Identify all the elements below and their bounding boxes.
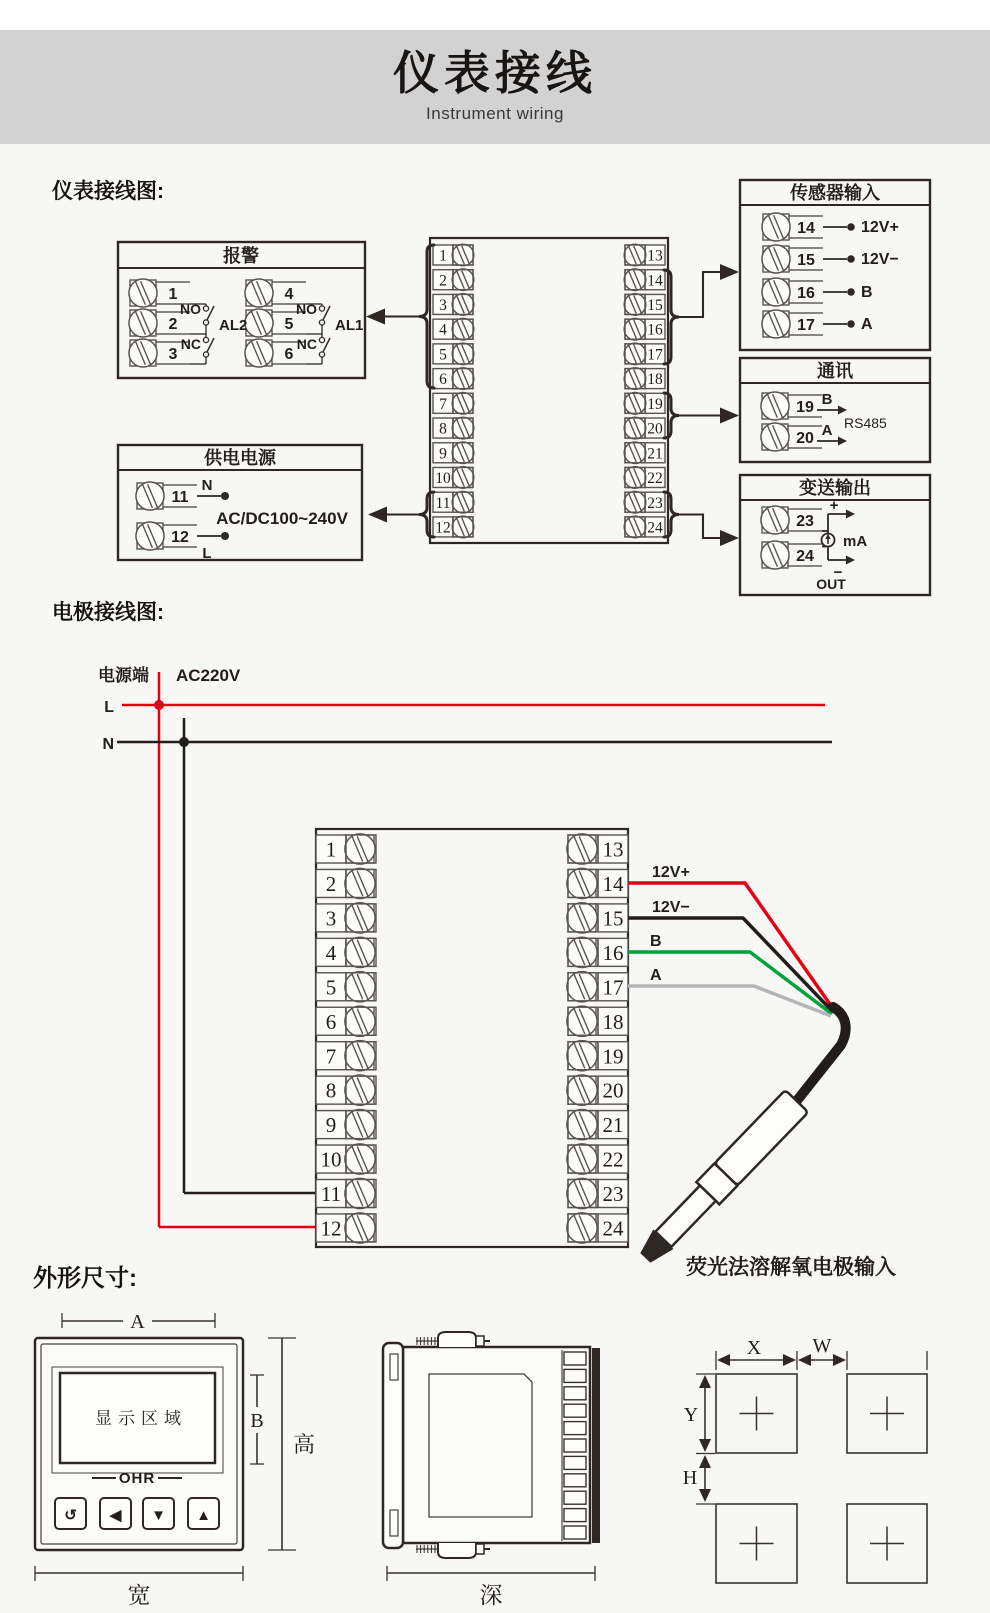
terminal-row (316, 903, 376, 933)
arrowhead-icon (720, 264, 739, 280)
cutout-crosshairs (740, 1397, 905, 1561)
rear-terminal (564, 1404, 586, 1417)
rear-terminal (564, 1456, 586, 1469)
terminal-screw-icon (345, 1075, 375, 1105)
page-subtitle: Instrument wiring (426, 104, 564, 123)
terminal-screw-icon (345, 834, 375, 864)
voltage-range-label: AC/DC100~240V (216, 509, 348, 528)
terminal-number: 21 (647, 445, 663, 463)
terminal-screw-icon (345, 1006, 375, 1036)
terminal-number: 4 (325, 940, 337, 965)
terminal-screw-icon (624, 442, 646, 464)
terminal-number: 15 (602, 906, 624, 931)
dissolved-oxygen-probe (634, 1007, 896, 1279)
terminal-number: 7 (439, 395, 447, 413)
group-brace (419, 245, 434, 388)
rear-terminal (564, 1474, 586, 1487)
terminal-screw-icon (136, 522, 164, 550)
terminal-number: 20 (647, 420, 663, 438)
terminal-screw-icon (452, 294, 474, 316)
terminal-screw-icon (761, 506, 789, 534)
power-box-title: 供电电源 (204, 448, 276, 468)
terminal-row (567, 1041, 628, 1071)
mounting-clamp-top (416, 1332, 490, 1347)
wire-label: A (650, 967, 662, 984)
protocol-label: RS485 (844, 415, 887, 431)
terminal-row (316, 1144, 376, 1174)
terminal-number: 5 (439, 346, 447, 364)
junction-dot (154, 700, 164, 710)
dim-y-label: Y (683, 1404, 699, 1426)
arrowhead-icon (838, 437, 847, 446)
terminal-number: 2 (439, 272, 447, 290)
terminal-screw-icon (567, 1144, 597, 1174)
output-plus-label: + (829, 497, 839, 514)
section-heading-dimensions: 外形尺寸: (33, 1265, 137, 1292)
connector-arrows (366, 264, 739, 546)
arrowhead-icon (368, 507, 387, 523)
terminal-number: 1 (168, 286, 178, 303)
terminal-row (316, 937, 376, 967)
terminal-screw-icon (567, 868, 597, 898)
terminal-number: 16 (647, 321, 663, 339)
rear-terminal (564, 1369, 586, 1382)
terminal-screw-icon (345, 1178, 375, 1208)
terminal-row (567, 1178, 628, 1208)
rs485-a-label: A (821, 422, 833, 439)
arrowhead-icon (699, 1455, 711, 1468)
arrowhead-icon (699, 1375, 711, 1388)
terminal-row (567, 937, 628, 967)
dim-height-label: 高 (293, 1432, 316, 1457)
arrowhead-icon (699, 1489, 711, 1502)
terminal-row (624, 442, 665, 464)
wire-label: 12V− (652, 899, 690, 916)
connector-wire (679, 272, 723, 317)
terminal-number: 3 (439, 297, 447, 315)
terminal-number: 17 (602, 975, 624, 1000)
sensor-box-title: 传感器输入 (790, 183, 880, 203)
terminal-screw-icon (452, 417, 474, 439)
terminal-screw-icon (762, 213, 790, 241)
sensor-signal-label: 12V− (861, 251, 899, 268)
terminal-row (316, 1109, 376, 1139)
terminal-screw-icon (762, 310, 790, 338)
terminal-screw-icon (452, 442, 474, 464)
terminal-number: 15 (647, 297, 663, 315)
terminal-number: 7 (325, 1044, 337, 1069)
terminal-number: 22 (647, 470, 663, 488)
terminal-screw-icon (624, 368, 646, 390)
terminal-screw-icon (567, 1178, 597, 1208)
arrowhead-icon (366, 309, 385, 325)
panel-cutout-view (683, 1335, 927, 1583)
terminal-number: 11 (171, 489, 189, 506)
terminal-number: 10 (320, 1147, 342, 1172)
arrowhead-icon (720, 530, 739, 546)
terminal-screw-icon (761, 541, 789, 569)
terminal-screw-icon (452, 343, 474, 365)
terminal-row (433, 368, 474, 390)
terminal-row (567, 1006, 628, 1036)
terminal-number: 12 (171, 529, 189, 546)
terminal-row (433, 442, 474, 464)
terminal-row (316, 1041, 376, 1071)
terminal-screw-icon (624, 343, 646, 365)
section-heading-electrode: 电极接线图: (52, 601, 164, 624)
junction-dot (179, 737, 189, 747)
terminal-row (567, 834, 628, 864)
terminal-number: 17 (797, 317, 815, 334)
sensor-signal-label: B (861, 284, 873, 301)
terminal-number: 2 (168, 316, 178, 333)
terminal-screw-icon (567, 937, 597, 967)
no-contact-label: NO (296, 301, 317, 317)
terminal-row (316, 1006, 376, 1036)
section-heading-wiring: 仪表接线图: (52, 180, 164, 203)
upper-terminal-block (430, 238, 668, 543)
terminal-row (624, 343, 665, 365)
terminal-number: 9 (439, 445, 447, 463)
arrowhead-icon (783, 1354, 796, 1366)
terminal-row (433, 393, 474, 415)
terminal-screw-icon (245, 309, 273, 337)
terminal-row (624, 269, 665, 291)
terminal-number: 22 (602, 1147, 624, 1172)
terminal-row (316, 1075, 376, 1105)
arrowhead-icon (720, 408, 739, 424)
terminal-number: 13 (647, 247, 663, 265)
rear-terminal (564, 1422, 586, 1435)
terminal-row (567, 1144, 628, 1174)
group-brace (664, 492, 679, 537)
terminal-row (433, 269, 474, 291)
terminal-screw-icon (624, 294, 646, 316)
arrowhead-icon (846, 510, 855, 519)
output-box-title: 变送输出 (799, 478, 871, 498)
terminal-screw-icon (624, 393, 646, 415)
terminal-row (567, 868, 628, 898)
terminal-screw-icon (245, 279, 273, 307)
terminal-screw-icon (345, 937, 375, 967)
terminal-screw-icon (345, 868, 375, 898)
terminal-row (624, 393, 665, 415)
left-arrow-icon: ◀ (109, 1507, 122, 1524)
terminal-number: 23 (647, 494, 663, 512)
terminal-screw-icon (345, 903, 375, 933)
lower-terminal-block (316, 829, 628, 1247)
terminal-number: 18 (602, 1009, 624, 1034)
connector-wire (679, 515, 723, 539)
terminal-screw-icon (452, 269, 474, 291)
output-minus-label: − (833, 564, 843, 581)
terminal-number: 5 (284, 316, 294, 333)
terminal-row (624, 516, 665, 538)
front-view (35, 1311, 315, 1608)
terminal-screw-icon (452, 244, 474, 266)
supply-terminal-label: 电源端 (98, 666, 149, 685)
live-line-label: L (104, 699, 114, 716)
terminal-screw-icon (624, 318, 646, 340)
dim-width-label: 宽 (127, 1582, 151, 1608)
terminal-screw-icon (567, 1213, 597, 1243)
sensor-signal-label: 12V+ (861, 219, 899, 236)
terminal-screw-icon (136, 482, 164, 510)
alarm-box (118, 242, 365, 378)
terminal-screw-icon (129, 339, 157, 367)
terminal-row (624, 467, 665, 489)
output-out-label: OUT (816, 576, 846, 592)
terminal-number: 17 (647, 346, 663, 364)
alarm-relay-label: AL1 (335, 317, 364, 334)
rs485-b-label: B (821, 391, 833, 408)
arrowhead-icon (798, 1354, 811, 1366)
alarm-relay-label: AL2 (219, 317, 248, 334)
terminal-row (433, 467, 474, 489)
terminal-row (316, 1213, 376, 1243)
up-arrow-icon: ▲ (196, 1507, 211, 1524)
terminal-screw-icon (345, 972, 375, 1002)
terminal-number: 6 (325, 1009, 337, 1034)
terminal-row (316, 972, 376, 1002)
terminal-number: 13 (602, 837, 624, 862)
terminal-number: 19 (602, 1044, 624, 1069)
terminal-screw-icon (345, 1144, 375, 1174)
terminal-row (567, 1109, 628, 1139)
terminal-screw-icon (129, 279, 157, 307)
terminal-screw-icon (567, 903, 597, 933)
terminal-row (624, 244, 665, 266)
terminal-screw-icon (624, 244, 646, 266)
terminal-row (316, 834, 376, 864)
terminal-row (567, 1075, 628, 1105)
dim-w-label: W (812, 1335, 832, 1357)
terminal-screw-icon (452, 368, 474, 390)
terminal-number: 23 (796, 513, 814, 530)
terminal-number: 8 (439, 420, 447, 438)
terminal-number: 19 (647, 395, 663, 413)
arrowhead-icon (846, 556, 855, 565)
terminal-number: 18 (647, 371, 663, 389)
terminal-row (433, 343, 474, 365)
terminal-number: 6 (284, 346, 294, 363)
terminal-number: 24 (647, 519, 663, 537)
alarm-box-title: 报警 (223, 246, 259, 266)
terminal-screw-icon (452, 393, 474, 415)
terminal-row (567, 1213, 628, 1243)
terminal-row (624, 417, 665, 439)
wire-label: 12V+ (652, 864, 690, 881)
rear-terminal (564, 1509, 586, 1522)
down-arrow-icon: ▼ (151, 1507, 166, 1524)
terminal-number: 12 (320, 1216, 342, 1241)
terminal-number: 11 (435, 494, 451, 512)
terminal-screw-icon (761, 423, 789, 451)
terminal-number: 4 (439, 321, 447, 339)
terminal-row (624, 491, 665, 513)
dim-depth-label: 深 (479, 1582, 503, 1608)
rear-terminal (564, 1526, 586, 1539)
terminal-number: 23 (602, 1182, 624, 1207)
terminal-screw-icon (452, 467, 474, 489)
terminal-number: 4 (284, 286, 294, 303)
terminal-row (433, 491, 474, 513)
probe-label: 荧光法溶解氧电极输入 (686, 1256, 896, 1279)
terminal-screw-icon (761, 392, 789, 420)
dim-x-label: X (746, 1337, 762, 1359)
dim-b-label: B (250, 1410, 264, 1432)
output-unit-label: mA (843, 533, 868, 550)
rear-terminal (564, 1352, 586, 1365)
rear-terminal (564, 1387, 586, 1400)
rear-terminal-strip (564, 1352, 586, 1539)
arrowhead-icon (699, 1439, 711, 1452)
terminal-screw-icon (345, 1213, 375, 1243)
wire-label: B (650, 933, 662, 950)
terminal-number: 20 (602, 1078, 624, 1103)
terminal-screw-icon (567, 1006, 597, 1036)
neutral-line-label: N (102, 736, 114, 753)
sensor-input-box (740, 180, 930, 350)
terminal-number: 15 (797, 252, 815, 269)
terminal-number: 5 (325, 975, 337, 1000)
dim-a-label: A (130, 1311, 145, 1333)
terminal-number: 3 (325, 906, 337, 931)
terminal-screw-icon (624, 516, 646, 538)
terminal-screw-icon (762, 245, 790, 273)
terminal-number: 24 (796, 548, 814, 565)
arrowhead-icon (833, 1354, 846, 1366)
terminal-row (433, 318, 474, 340)
terminal-row (624, 294, 665, 316)
side-view (383, 1332, 600, 1608)
terminal-row (433, 244, 474, 266)
no-contact-label: NO (180, 301, 201, 317)
terminal-screw-icon (452, 516, 474, 538)
display-area-label: 显示区域 (95, 1409, 187, 1428)
arrowhead-icon (717, 1354, 730, 1366)
terminal-screw-icon (345, 1041, 375, 1071)
neutral-label: N (201, 477, 213, 494)
terminal-screw-icon (762, 278, 790, 306)
terminal-number: 9 (325, 1113, 337, 1138)
mounting-clamp-bottom (416, 1543, 490, 1558)
terminal-row (433, 417, 474, 439)
group-brace (419, 492, 434, 537)
terminal-screw-icon (345, 1109, 375, 1139)
terminal-number: 1 (325, 837, 337, 862)
terminal-row (567, 903, 628, 933)
terminal-screw-icon (567, 972, 597, 1002)
terminal-screw-icon (567, 834, 597, 864)
terminal-row (316, 868, 376, 898)
terminal-row (316, 1178, 376, 1208)
terminal-screw-icon (624, 491, 646, 513)
terminal-row (624, 368, 665, 390)
terminal-number: 3 (168, 346, 178, 363)
terminal-number: 16 (797, 285, 815, 302)
terminal-number: 14 (797, 220, 815, 237)
terminal-screw-icon (129, 309, 157, 337)
terminal-number: 19 (796, 399, 814, 416)
terminal-screw-icon (567, 1109, 597, 1139)
group-brace (664, 393, 679, 438)
sensor-signal-label: A (861, 316, 873, 333)
terminal-screw-icon (245, 339, 273, 367)
terminal-number: 14 (647, 272, 663, 290)
terminal-number: 6 (439, 371, 447, 389)
terminal-number: 21 (602, 1113, 624, 1138)
terminal-row (433, 294, 474, 316)
terminal-number: 12 (435, 519, 451, 537)
terminal-screw-icon (567, 1041, 597, 1071)
supply-voltage-label: AC220V (176, 666, 241, 685)
terminal-number: 2 (325, 872, 337, 897)
power-supply-box (118, 445, 362, 562)
terminal-number: 1 (439, 247, 447, 265)
rear-terminal (564, 1439, 586, 1452)
terminal-number: 10 (435, 470, 451, 488)
mains-lines (98, 665, 832, 1227)
terminal-screw-icon (624, 417, 646, 439)
arrowhead-icon (838, 406, 847, 415)
page-title: 仪表接线 (393, 47, 597, 99)
terminal-number: 8 (325, 1078, 337, 1103)
live-label: L (202, 545, 212, 562)
terminal-number: 24 (602, 1216, 624, 1241)
terminal-screw-icon (567, 1075, 597, 1105)
terminal-number: 11 (320, 1182, 342, 1207)
loop-arrow-icon: ↺ (64, 1507, 77, 1524)
terminal-row (433, 516, 474, 538)
terminal-screw-icon (452, 491, 474, 513)
comm-box-title: 通讯 (817, 361, 853, 381)
terminal-screw-icon (624, 269, 646, 291)
transmitter-output-box (740, 475, 930, 595)
nc-contact-label: NC (296, 336, 317, 352)
terminal-screw-icon (452, 318, 474, 340)
terminal-number: 20 (796, 430, 814, 447)
terminal-number: 14 (602, 872, 624, 897)
terminal-row (624, 318, 665, 340)
terminal-number: 16 (602, 940, 624, 965)
nc-contact-label: NC (180, 336, 201, 352)
rear-terminal (564, 1491, 586, 1504)
terminal-screw-icon (624, 467, 646, 489)
group-brace (664, 270, 679, 364)
probe-cable (795, 1007, 846, 1103)
communication-box (740, 358, 930, 462)
dim-h-label: H (682, 1467, 698, 1489)
brand-logo: OHR (118, 1470, 156, 1487)
terminal-row (567, 972, 628, 1002)
